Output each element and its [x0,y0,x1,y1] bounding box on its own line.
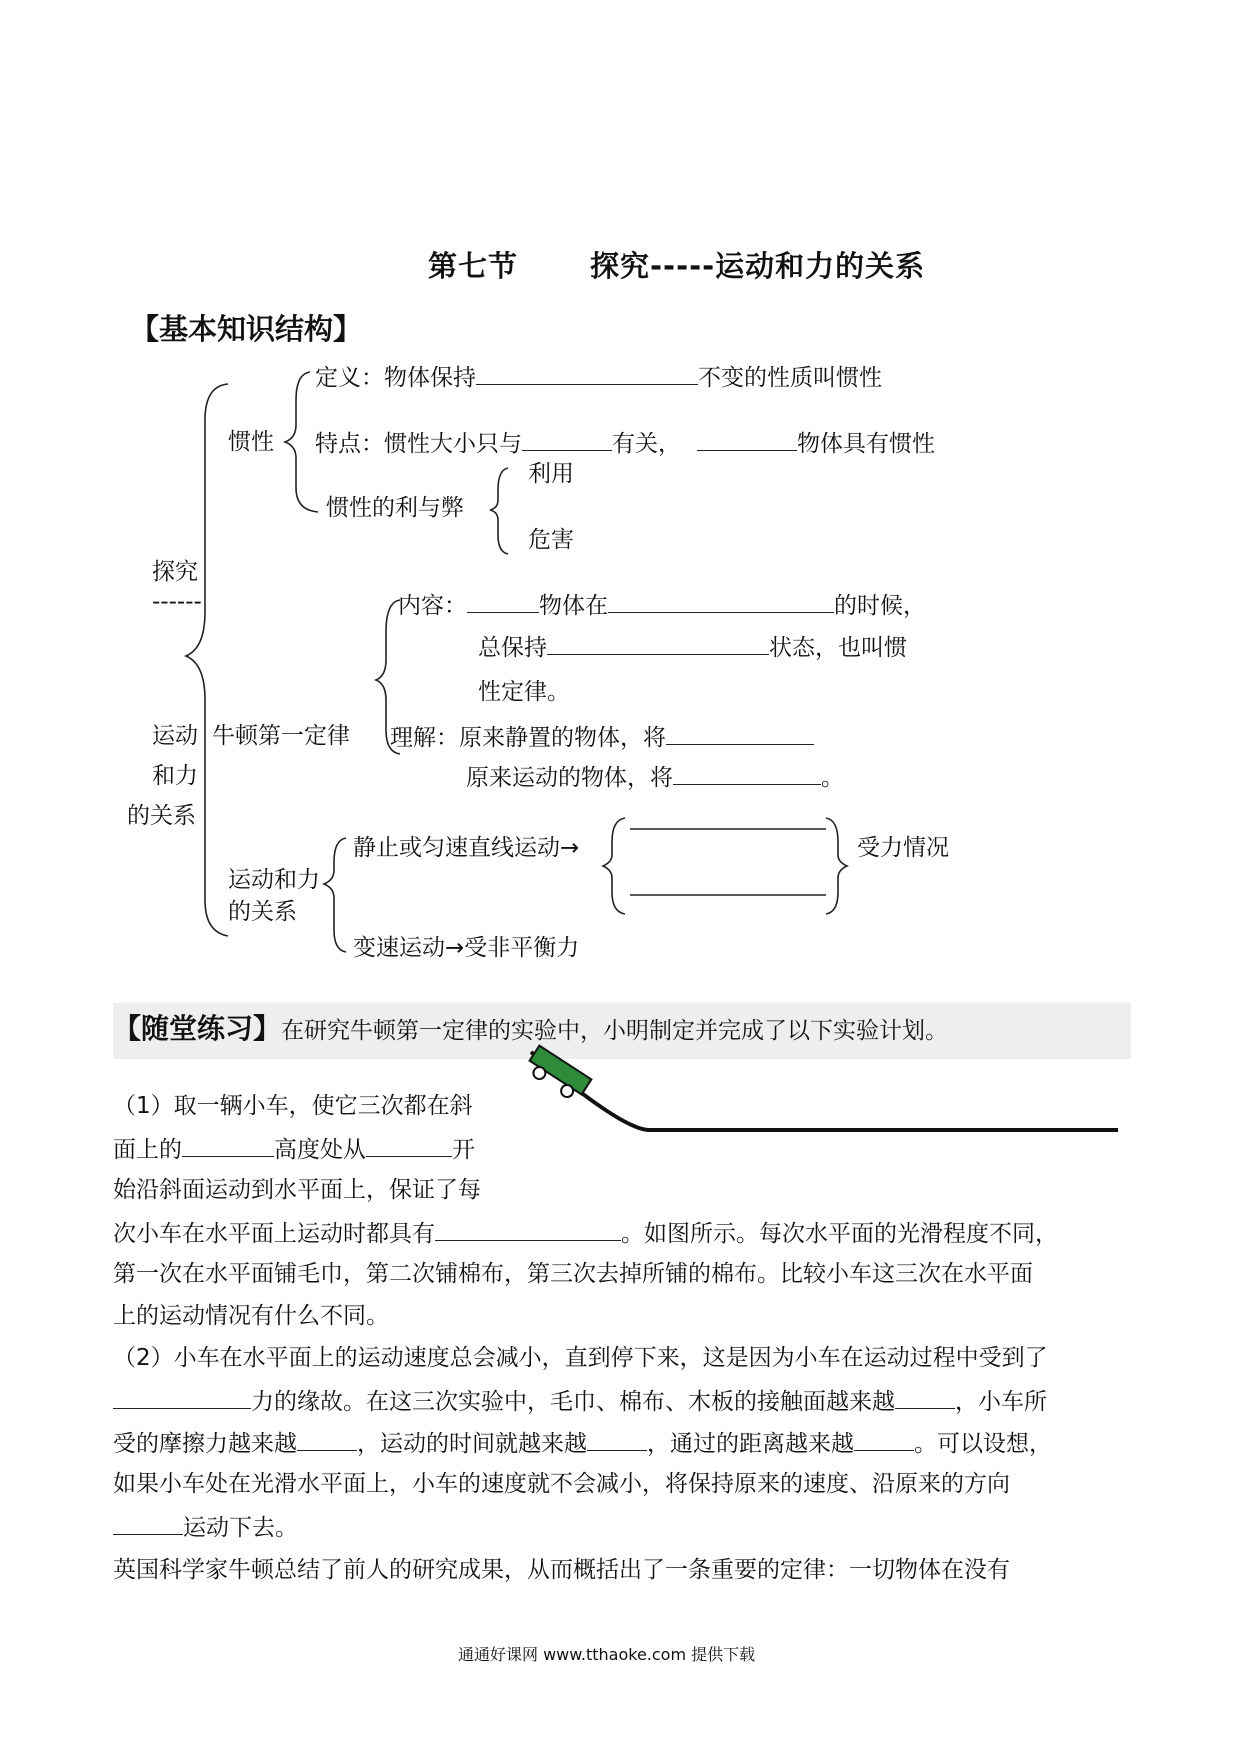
newton-content: 内容： 物体在 的时候， [398,590,926,620]
incline-track [531,1052,1118,1130]
blank [366,1134,452,1157]
relation-variable: 变速运动→受非平衡力 [353,935,580,961]
p2-line5: 运动下去。 [113,1512,298,1542]
inertia-use: 利用 [528,461,574,487]
inertia-brace [285,372,318,512]
p2-line2: 力的缘故。在这三次实验中，毛巾、棉布、木板的接触面越来越 ，小车所 [113,1386,1047,1416]
newton-content-2: 总保持 状态，也叫惯 [478,632,907,662]
inertia-pros-cons: 惯性的利与弊 [326,495,464,521]
relation-brace [324,838,346,952]
blank [182,1134,274,1157]
p1-line5: 第一次在水平面铺毛巾，第二次铺棉布，第三次去掉所铺的棉布。比较小车这三次在水平面 [113,1261,1033,1287]
force-right-brace [826,818,847,914]
relation-force-label: 受力情况 [857,835,949,861]
practice-intro: 在研究牛顿第一定律的实验中，小明制定并完成了以下实验计划。 [281,1018,949,1044]
blank [467,590,539,613]
blank [666,722,814,745]
blank [113,1512,183,1535]
p3-line1: 英国科学家牛顿总结了前人的研究成果，从而概括出了一条重要的定律：一切物体在没有 [113,1557,1010,1583]
p1-line4: 次小车在水平面上运动时都具有 。如图所示。每次水平面的光滑程度不同， [113,1218,1058,1248]
practice-heading-line [113,1012,948,1048]
root-label-1: 探究 [152,559,198,585]
root-label-2: ------ [152,589,202,615]
p1-line3: 始沿斜面运动到水平面上，保证了每 [113,1177,481,1203]
inertia-label: 惯性 [228,429,274,455]
blank [587,1428,647,1451]
main-brace [186,384,228,936]
blank [854,1428,914,1451]
p1-line6: 上的运动情况有什么不同。 [113,1303,389,1329]
newton-understand-2: 原来运动的物体，将 。 [466,762,844,792]
blank [476,362,698,385]
blank [297,1428,357,1451]
page-title: 探究-----运动和力的关系 [590,249,926,283]
p2-line1: （2）小车在水平面上的运动速度总会减小，直到停下来，这是因为小车在运动过程中受到了 [113,1345,1048,1371]
relation-label-1: 运动和力 [228,867,320,893]
inertia-definition: 定义：物体保持 不变的性质叫惯性 [315,362,882,392]
structure-heading: 【基本知识结构】 [130,312,363,346]
blank [895,1386,955,1409]
blank [113,1386,251,1409]
relation-static: 静止或匀速直线运动→ [353,835,580,861]
footer-text: 通通好课网 www.tthaoke.com 提供下载 [458,1645,756,1664]
inertia-harm: 危害 [528,527,574,553]
blank [697,428,797,451]
root-label-4: 和力 [152,763,198,789]
root-label-3: 运动 [152,723,198,749]
practice-heading: 【随堂练习】 [113,1012,282,1045]
newton-content-3: 性定律。 [478,679,570,705]
blank [522,428,612,451]
force-left-brace [603,818,625,914]
blank [435,1218,621,1241]
blank [547,632,769,655]
p1-line2: 面上的 高度处从 开 [113,1134,475,1164]
relation-label-2: 的关系 [228,899,297,925]
p2-line4: 如果小车处在光滑水平面上，小车的速度就不会减小，将保持原来的速度、沿原来的方向 [113,1471,1010,1497]
section-number: 第七节 [428,249,519,283]
root-label-5: 的关系 [127,803,196,829]
p1-line1: （1）取一辆小车，使它三次都在斜 [113,1093,473,1119]
inertia-feature: 特点：惯性大小只与 有关， 物体具有惯性 [315,428,935,458]
pros-cons-brace [490,468,508,554]
newton-label: 牛顿第一定律 [212,723,350,749]
blank [673,762,821,785]
blank [608,590,834,613]
newton-understand-1: 理解：原来静置的物体，将 [390,722,814,752]
p2-line3: 受的摩擦力越来越 ，运动的时间就越来越 ，通过的距离越来越 。可以设想， [113,1428,1052,1458]
